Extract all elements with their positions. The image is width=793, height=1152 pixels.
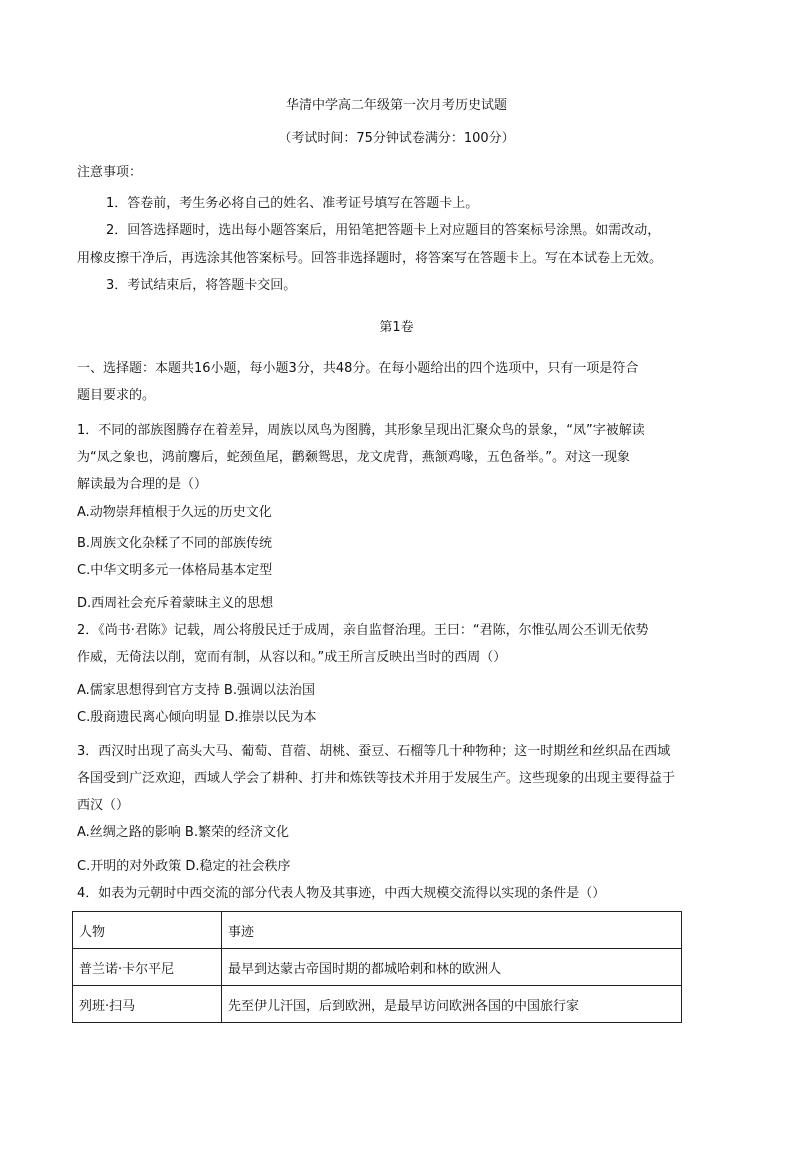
notice-heading: 注意事项： bbox=[77, 165, 143, 180]
question-1-line-1: 1．不同的部族图腾存在着差异，周族以凤鸟为图腾，其形象呈现出汇聚众鸟的景象，“凤”字被解读 bbox=[77, 423, 645, 438]
section-heading-line-2: 题目要求的。 bbox=[77, 388, 156, 403]
question-3-options-cd: C.开明的对外政策 D.稳定的社会秩序 bbox=[77, 859, 291, 874]
table-header-person: 人物 bbox=[73, 912, 222, 949]
table-cell-deeds: 最早到达蒙古帝国时期的都城哈剌和林的欧洲人 bbox=[222, 949, 682, 986]
table-cell-person: 普兰诺·卡尔平尼 bbox=[73, 949, 222, 986]
question-2-options-ab: A.儒家思想得到官方支持 B.强调以法治国 bbox=[77, 683, 315, 698]
notice-item-2-line-2: 用橡皮擦干净后，再选涂其他答案标号。回答非选择题时，将答案写在答题卡上。写在本试卷上无效。 bbox=[77, 251, 663, 266]
question-3-line-1: 3．西汉时出现了高头大马、葡萄、苜蓿、胡桃、蚕豆、石榴等几十种物种；这一时期丝和丝织品在西域 bbox=[77, 744, 671, 759]
question-2-options-cd: C.殷商遗民离心倾向明显 D.推崇以民为本 bbox=[77, 710, 317, 725]
question-1-option-a: A.动物崇拜植根于久远的历史文化 bbox=[77, 505, 272, 520]
section-heading-line-1: 一、选择题：本题共16小题，每小题3分，共48分。在每小题给出的四个选项中，只有一项是符合 bbox=[77, 361, 639, 376]
exam-subtitle: （考试时间：75分钟试卷满分：100分） bbox=[278, 131, 515, 146]
notice-item-3: 3．考试结束后，将答题卡交回。 bbox=[106, 278, 297, 293]
question-3-line-3: 西汉（） bbox=[77, 798, 130, 813]
question-1-option-c: C.中华文明多元一体格局基本定型 bbox=[77, 563, 273, 578]
question-3-line-2: 各国受到广泛欢迎，西域人学会了耕种、打井和炼铁等技术并用于发展生产。这些现象的出现主要得益于 bbox=[77, 771, 676, 786]
table-row bbox=[73, 986, 682, 1023]
table-cell-deeds: 先至伊儿汗国，后到欧洲，是最早访问欧洲各国的中国旅行家 bbox=[222, 986, 682, 1023]
question-1-line-2: 为“凤之象也，鸿前麐后，蛇颈鱼尾，鹳颡鸳思，龙文虎背，燕颔鸡喙，五色备举。”。对这一现象 bbox=[77, 450, 630, 465]
question-1-line-3: 解读最为合理的是（） bbox=[77, 477, 208, 492]
question-4-table bbox=[72, 911, 682, 1023]
question-3-options-ab: A.丝绸之路的影响 B.繁荣的经济文化 bbox=[77, 825, 289, 840]
table-row bbox=[73, 949, 682, 986]
question-2-line-1: 2．《尚书·君陈》记载，周公将殷民迁于成周，亲自监督治理。王曰：“君陈，尔惟弘周公丕训无依势 bbox=[77, 623, 649, 638]
table-header-deeds: 事迹 bbox=[222, 912, 682, 949]
table-header-row bbox=[73, 912, 682, 949]
notice-item-2-line-1: 2．回答选择题时，选出每小题答案后，用铅笔把答题卡上对应题目的答案标号涂黑。如需改动， bbox=[106, 223, 661, 238]
question-4-line-1: 4．如表为元朝时中西交流的部分代表人物及其事迹，中西大规模交流得以实现的条件是（） bbox=[77, 886, 606, 901]
question-1-option-d: D.西周社会充斥着蒙昧主义的思想 bbox=[77, 596, 274, 611]
exam-title: 华清中学高二年级第一次月考历史试题 bbox=[285, 98, 507, 113]
notice-item-1: 1．答卷前，考生务必将自己的姓名、准考证号填写在答题卡上。 bbox=[106, 196, 479, 211]
volume-heading: 第1卷 bbox=[379, 320, 414, 335]
table-cell-person: 列班·扫马 bbox=[73, 986, 222, 1023]
question-1-option-b: B.周族文化杂糅了不同的部族传统 bbox=[77, 536, 273, 551]
question-2-line-2: 作威，无倚法以削，宽而有制，从容以和。”成王所言反映出当时的西周（） bbox=[77, 650, 507, 665]
